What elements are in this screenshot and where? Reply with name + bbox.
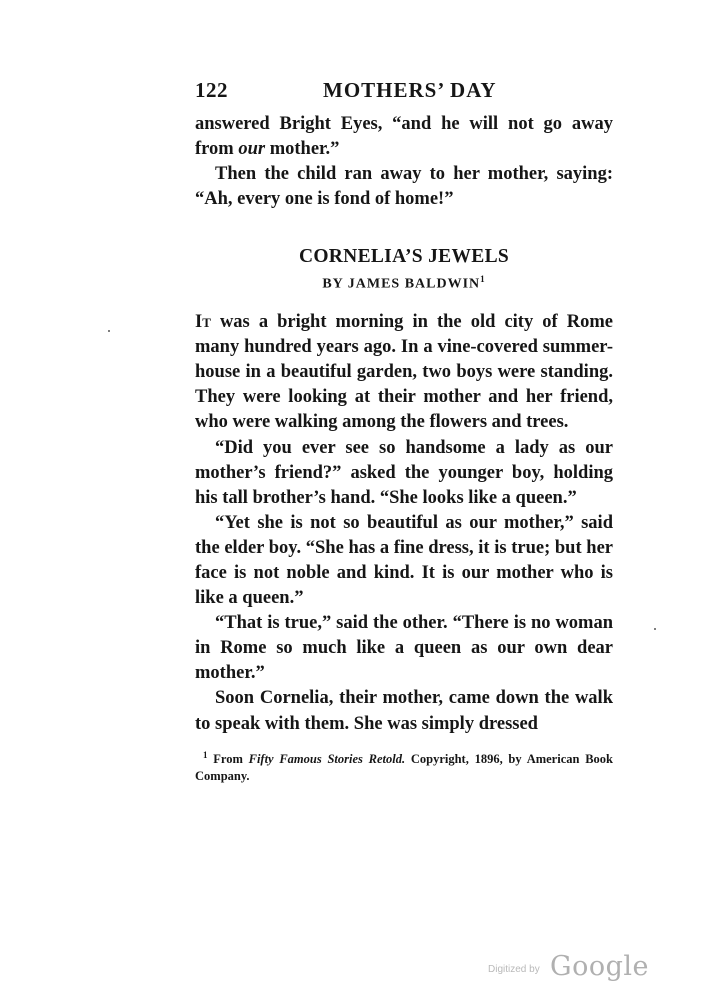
- running-head: MOTHERS’ DAY: [323, 78, 497, 102]
- story-paragraph-5: Soon Cornelia, their mother, came down the walk to speak with them. She was simply dressed: [195, 688, 613, 734]
- story-paragraph-2: “Did you ever see so handsome a lady as our mother’s friend?” asked the younger boy, holding his tall brother’s hand. “She looks like a queen.”: [195, 437, 613, 508]
- story-title: CORNELIA’S JEWELS: [298, 246, 510, 268]
- story-paragraph-4: “That is true,” said the other. “There is no woman in Rome so much like a queen as our own dear mother.”: [195, 613, 613, 684]
- first-word: It: [195, 312, 211, 333]
- emphasis-our: our: [238, 139, 266, 160]
- page-number: 122: [195, 78, 228, 102]
- digitized-watermark: [488, 950, 648, 982]
- footnote: $^1$ From Fifty Famous Stories Retold. Copyright, 1896, by American Book Company.: [195, 749, 613, 783]
- page-header: [195, 78, 613, 112]
- footnote-source-title: Fifty Famous Stories Retold.: [248, 751, 406, 766]
- story-byline: BY JAMES BALDWIN$^1$: [322, 274, 486, 293]
- scan-speck: [108, 330, 110, 332]
- google-logo: Google: [550, 951, 649, 982]
- story-paragraph-1: It was a bright morning in the old city of Rome many hundred years ago. In a vine-covered summer-house in a beautiful garden, two boys were standing. They were looking at their mother and her friend, who were walking among the flowers and trees.: [195, 312, 613, 433]
- scan-speck: [654, 628, 656, 630]
- carryover-paragraph-2: Then the child ran away to her mother, saying: “Ah, every one is fond of home!”: [195, 164, 613, 210]
- book-page: [195, 78, 613, 797]
- watermark-caption: Digitized by: [488, 964, 540, 975]
- footnote-marker: 1: [480, 274, 486, 285]
- story-body: [195, 310, 613, 737]
- carryover-paragraph: answered Bright Eyes, “and he will not go away from our mother.”: [195, 114, 613, 160]
- story-paragraph-3: “Yet she is not so beautiful as our mother,” said the elder boy. “She has a fine dress, it is true; but her face is not noble and kind. It is our mother who is like a queen.”: [195, 512, 613, 609]
